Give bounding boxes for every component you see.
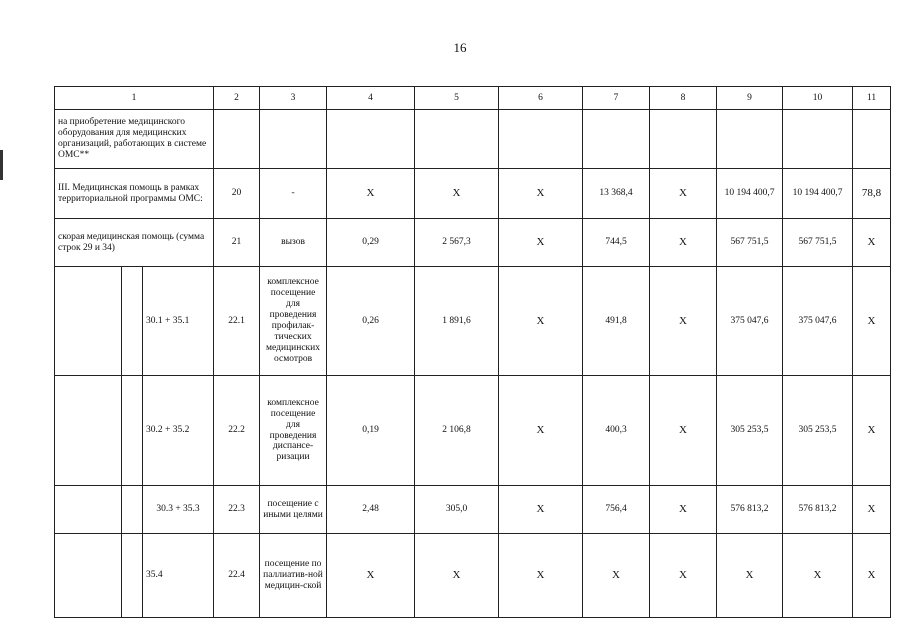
- row-label: III. Медицинская помощь в рамках территориальной программы ОМС:: [55, 169, 214, 219]
- table-cell: -: [260, 169, 327, 219]
- table-cell: 1 891,6: [415, 267, 499, 376]
- table-cell: X: [650, 169, 717, 219]
- table-cell: посещение по паллиатив-ной медицин-ской: [260, 534, 327, 618]
- sum-cell: 30.2 + 35.2: [143, 376, 214, 486]
- table-cell: [499, 110, 583, 169]
- row-label: на приобретение медицинского оборудования для медицинских организаций, работающих в системе ОМС**: [55, 110, 214, 169]
- table-cell: X: [783, 534, 853, 618]
- header-cell: 1: [55, 87, 214, 110]
- header-cell: 9: [717, 87, 783, 110]
- header-cell: 10: [783, 87, 853, 110]
- table-cell: X: [650, 376, 717, 486]
- table-cell: 375 047,6: [717, 267, 783, 376]
- table-cell: [717, 110, 783, 169]
- table-cell: 22.2: [214, 376, 260, 486]
- table-cell: [853, 110, 891, 169]
- data-table: [54, 86, 891, 618]
- table-row: [55, 534, 891, 618]
- table-cell: посещение с иными целями: [260, 486, 327, 534]
- table-cell: 10 194 400,7: [783, 169, 853, 219]
- table-cell: 756,4: [583, 486, 650, 534]
- sum-cell: 30.1 + 35.1: [143, 267, 214, 376]
- scan-edge-mark: [0, 150, 3, 180]
- table-cell: X: [717, 534, 783, 618]
- table-cell: [415, 110, 499, 169]
- table-cell: 400,3: [583, 376, 650, 486]
- table-cell: X: [499, 486, 583, 534]
- table-cell: комплексное посещение для проведения диспансе-ризации: [260, 376, 327, 486]
- table-cell: X: [650, 534, 717, 618]
- table-cell: 305,0: [415, 486, 499, 534]
- table-cell: 576 813,2: [783, 486, 853, 534]
- table-cell: [214, 110, 260, 169]
- header-cell: 11: [853, 87, 891, 110]
- table-cell: 22.4: [214, 534, 260, 618]
- table-cell: [650, 110, 717, 169]
- table-cell: X: [327, 534, 415, 618]
- table-cell: 375 047,6: [783, 267, 853, 376]
- sum-cell: 30.3 + 35.3: [143, 486, 214, 534]
- vertical-label-cell: [122, 267, 143, 376]
- page-number: 16: [453, 40, 467, 55]
- header-cell: 5: [415, 87, 499, 110]
- table-cell: X: [499, 267, 583, 376]
- table-cell: X: [650, 267, 717, 376]
- table-cell: [583, 110, 650, 169]
- table-cell: X: [853, 376, 891, 486]
- table-row: [55, 376, 891, 486]
- table-cell: [122, 376, 143, 486]
- table-cell: 567 751,5: [717, 219, 783, 267]
- table-cell: 576 813,2: [717, 486, 783, 534]
- table-cell: X: [853, 267, 891, 376]
- table-header-row: [55, 87, 891, 110]
- table-cell: 10 194 400,7: [717, 169, 783, 219]
- table-cell: X: [650, 219, 717, 267]
- table-cell: 2 106,8: [415, 376, 499, 486]
- table-cell: 0,29: [327, 219, 415, 267]
- table-row: [55, 169, 891, 219]
- header-cell: 8: [650, 87, 717, 110]
- table-cell: X: [853, 219, 891, 267]
- header-cell: 6: [499, 87, 583, 110]
- table-cell: [122, 534, 143, 618]
- header-cell: 2: [214, 87, 260, 110]
- table-cell: 744,5: [583, 219, 650, 267]
- table-cell: X: [499, 376, 583, 486]
- table-cell: 2 567,3: [415, 219, 499, 267]
- table-cell: [122, 486, 143, 534]
- table-cell: 305 253,5: [717, 376, 783, 486]
- table-row: [55, 267, 891, 376]
- table-cell: вызов: [260, 219, 327, 267]
- table-cell: 491,8: [583, 267, 650, 376]
- table-cell: 20: [214, 169, 260, 219]
- table-row: [55, 219, 891, 267]
- table-cell: 78,8: [853, 169, 891, 219]
- table-cell: [327, 110, 415, 169]
- table-cell: 305 253,5: [783, 376, 853, 486]
- table-cell: X: [853, 486, 891, 534]
- table-cell: 0,19: [327, 376, 415, 486]
- table-cell: [260, 110, 327, 169]
- table-cell: [55, 486, 122, 534]
- table-row: [55, 110, 891, 169]
- table-cell: 21: [214, 219, 260, 267]
- table-cell: 22.1: [214, 267, 260, 376]
- table-row: [55, 486, 891, 534]
- table-cell: X: [499, 219, 583, 267]
- table-cell: X: [499, 169, 583, 219]
- table-cell: X: [583, 534, 650, 618]
- table-cell: X: [853, 534, 891, 618]
- table-cell: X: [415, 169, 499, 219]
- header-cell: 3: [260, 87, 327, 110]
- table-cell: 0,26: [327, 267, 415, 376]
- table-cell: [55, 376, 122, 486]
- table-cell: X: [327, 169, 415, 219]
- table-cell: [55, 534, 122, 618]
- table-cell: X: [650, 486, 717, 534]
- table-cell: комплексное посещение для проведения профилак-тических медицинских осмотров: [260, 267, 327, 376]
- row-label: скорая медицинская помощь (сумма строк 29 и 34): [55, 219, 214, 267]
- table-cell: X: [499, 534, 583, 618]
- table-cell: [783, 110, 853, 169]
- table-cell: X: [415, 534, 499, 618]
- table-cell: 2,48: [327, 486, 415, 534]
- table-cell: 22.3: [214, 486, 260, 534]
- header-cell: 4: [327, 87, 415, 110]
- table-cell: 567 751,5: [783, 219, 853, 267]
- table-cell: 13 368,4: [583, 169, 650, 219]
- sum-cell: 35.4: [143, 534, 214, 618]
- group-label: [55, 267, 122, 376]
- header-cell: 7: [583, 87, 650, 110]
